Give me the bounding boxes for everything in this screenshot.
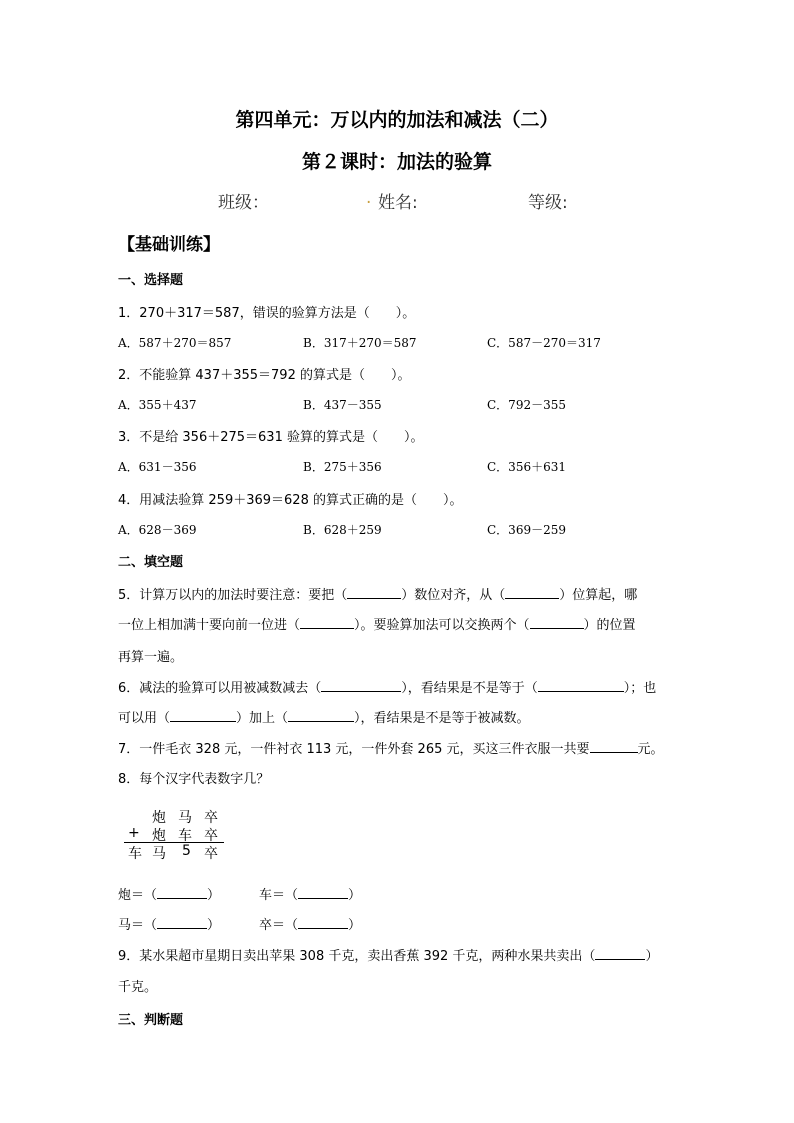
question-3: 3．不是给 356＋275＝631 验算的算式是（ ）。 (118, 430, 424, 445)
answer-che (259, 884, 361, 903)
answer-che-label: 车＝（ (259, 888, 299, 903)
question-5-line-1 (118, 584, 637, 603)
puzzle-plus-sign: + (128, 825, 140, 841)
page-title: 第四单元：万以内的加法和减法（二） (235, 109, 559, 131)
q7-text-1: 7．一件毛衣 328 元，一件衬衣 113 元，一件外套 265 元，买这三件衣服一共要 (118, 742, 590, 757)
dot-mark: . (366, 188, 372, 208)
puzzle-r3-ma: 马 (152, 846, 166, 862)
page-subtitle: 第２课时：加法的验算 (301, 151, 492, 173)
q4-option-c: C．369－259 (487, 523, 566, 537)
answer-zu (259, 914, 361, 933)
q5-text-3: ）位算起，哪 (559, 588, 638, 603)
answer-zu-blank[interactable] (298, 915, 348, 929)
puzzle-r2-che: 车 (178, 828, 192, 844)
answer-ma (118, 914, 220, 933)
question-9-line-2: 千克。 (118, 980, 158, 995)
q6-text-3: ）；也 (623, 681, 657, 696)
grade-label: 等级: (528, 193, 568, 213)
q3-option-b: B．275＋356 (303, 460, 382, 474)
q9-text-2: ） (645, 949, 659, 964)
q9-text-1: 9．某水果超市星期日卖出苹果 308 千克，卖出香蕉 392 千克，两种水果共卖出（ (118, 949, 596, 964)
answer-zu-close: ） (348, 918, 362, 933)
answer-ma-label: 马＝（ (118, 918, 158, 933)
answer-pao-close: ） (207, 888, 221, 903)
q6-text-5: ）加上（ (236, 711, 289, 726)
q1-option-b: B．317＋270＝587 (303, 336, 417, 350)
q2-option-b: B．437－355 (303, 398, 382, 412)
q1-option-c: C．587－270＝317 (487, 336, 601, 350)
part3-heading: 三、判断题 (118, 1013, 184, 1028)
question-5-line-3: 再算一遍。 (118, 650, 184, 665)
section-title: 【基础训练】 (118, 235, 220, 255)
part2-heading: 二、填空题 (118, 555, 184, 570)
q7-text-2: 元。 (637, 742, 664, 757)
question-5-line-2 (118, 614, 636, 633)
question-8: 8．每个汉字代表数字几？ (118, 772, 270, 787)
q6-blank-4[interactable] (288, 708, 354, 722)
puzzle-r1-zu: 卒 (204, 810, 218, 826)
puzzle-r3-zu: 卒 (204, 846, 218, 862)
answer-ma-blank[interactable] (157, 915, 207, 929)
q3-option-a: A．631－356 (118, 460, 197, 474)
answer-che-close: ） (348, 888, 362, 903)
q5-text-1: 5．计算万以内的加法时要注意：要把（ (118, 588, 348, 603)
q4-option-a: A．628－369 (118, 523, 197, 537)
puzzle-r3-digit: 5 (182, 843, 191, 859)
q6-blank-2[interactable] (538, 678, 624, 692)
q2-option-c: C．792－355 (487, 398, 566, 412)
q6-blank-1[interactable] (321, 678, 401, 692)
q3-option-c: C．356＋631 (487, 460, 566, 474)
question-6-line-2 (118, 707, 530, 726)
puzzle-r2-zu: 卒 (204, 828, 218, 844)
answer-che-blank[interactable] (298, 885, 348, 899)
q6-text-6: ），看结果是不是等于被减数。 (354, 711, 530, 726)
q5-blank-2[interactable] (505, 585, 559, 599)
q5-text-6: ）的位置 (583, 618, 636, 633)
question-2: 2．不能验算 437＋355＝792 的算式是（ ）。 (118, 368, 411, 383)
q6-text-4: 可以用（ (118, 711, 171, 726)
q4-option-b: B．628＋259 (303, 523, 382, 537)
answer-pao-label: 炮＝（ (118, 888, 158, 903)
q9-blank[interactable] (595, 946, 645, 960)
q5-blank-4[interactable] (530, 615, 584, 629)
q1-option-a: A．587＋270＝857 (118, 336, 232, 350)
q6-text-1: 6．减法的验算可以用被减数减去（ (118, 681, 322, 696)
question-9-line-1 (118, 945, 658, 964)
question-4: 4．用减法验算 259＋369＝628 的算式正确的是（ ）。 (118, 493, 463, 508)
puzzle-r2-pao: 炮 (152, 828, 166, 844)
q5-text-2: ）数位对齐，从（ (401, 588, 506, 603)
class-label: 班级： (218, 193, 269, 213)
q5-text-5: ）。要验算加法可以交换两个（ (354, 618, 530, 633)
answer-pao (118, 884, 220, 903)
name-label: 姓名: (378, 193, 418, 213)
question-6-line-1 (118, 677, 656, 696)
q7-blank[interactable] (590, 739, 638, 753)
question-1: 1．270＋317＝587，错误的验算方法是（ ）。 (118, 306, 416, 321)
q5-blank-1[interactable] (347, 585, 401, 599)
puzzle-r1-ma: 马 (178, 810, 192, 826)
q6-blank-3[interactable] (170, 708, 236, 722)
q6-text-2: ），看结果是不是等于（ (401, 681, 538, 696)
puzzle-r1-pao: 炮 (152, 810, 166, 826)
q5-blank-3[interactable] (300, 615, 354, 629)
puzzle-r3-che: 车 (128, 846, 142, 862)
answer-ma-close: ） (207, 918, 221, 933)
answer-pao-blank[interactable] (157, 885, 207, 899)
question-7 (118, 738, 664, 757)
q5-text-4: 一位上相加满十要向前一位进（ (118, 618, 301, 633)
q2-option-a: A．355＋437 (118, 398, 197, 412)
answer-zu-label: 卒＝（ (259, 918, 299, 933)
part1-heading: 一、选择题 (118, 273, 184, 288)
